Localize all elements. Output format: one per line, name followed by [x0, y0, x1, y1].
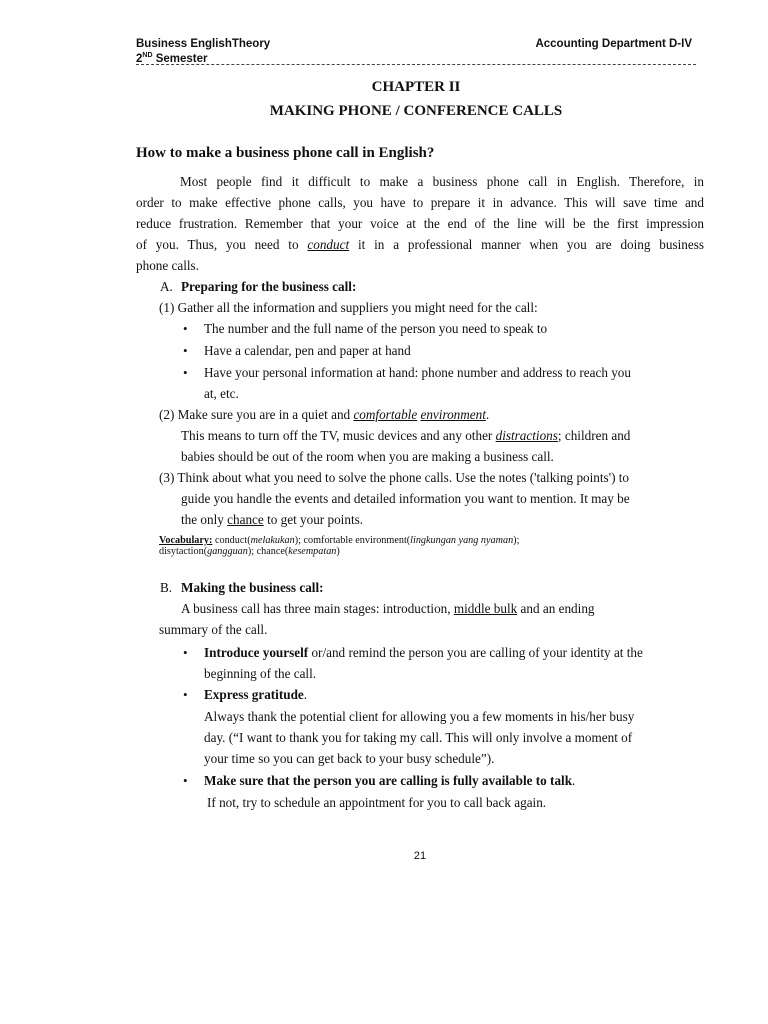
semester-superscript: ND: [142, 52, 153, 59]
page-number: 21: [413, 850, 427, 862]
underlined-word: comfortable: [353, 407, 418, 422]
item-text: .: [485, 407, 490, 422]
section-b-letter: B.: [160, 580, 173, 595]
section-a-item-3-line-2: guide you handle the events and detailed information you want to mention. It may be: [181, 491, 630, 506]
semester-number: 2: [136, 52, 143, 65]
vocab-text: conduct(: [212, 535, 251, 546]
intro-text: of you. Thus, you need to: [136, 237, 308, 252]
vocab-text: ); chance(: [247, 546, 289, 557]
section-b-bullet-2-line-4: your time so you can get back to your busy schedule”).: [204, 751, 495, 766]
vocab-translation: gangguan: [207, 546, 248, 557]
bullet-item-2: Have a calendar, pen and paper at hand: [204, 343, 411, 358]
header-divider: [136, 64, 696, 65]
bullet-icon: •: [183, 645, 188, 660]
vocab-text: ); comfortable environment(: [294, 535, 411, 546]
vocabulary-line-2: [159, 546, 340, 557]
section-b-bullet-2-line-3: day. (“I want to thank you for taking my call. This will only involve a moment of: [204, 730, 633, 745]
vocab-text: ): [336, 546, 340, 557]
section-b-bullet-3: [204, 773, 575, 789]
bold-phrase: Introduce yourself: [204, 645, 309, 660]
section-heading: How to make a business phone call in English?: [136, 145, 435, 161]
header-left-title: Business EnglishTheory: [136, 38, 271, 50]
intro-line-5: phone calls.: [136, 258, 199, 273]
bullet-icon: •: [183, 343, 188, 358]
vocab-translation: lingkungan yang nyaman: [410, 535, 514, 546]
intro-line-4: [136, 237, 704, 253]
bullet-item-3-continued: at, etc.: [204, 386, 239, 401]
header-semester: [136, 52, 208, 65]
section-b-bullet-2: [204, 687, 307, 703]
section-b-title: Making the business call:: [181, 580, 324, 595]
bullet-text: .: [303, 687, 308, 702]
section-a-item-2-line-2: [181, 428, 630, 444]
intro-line-3: reduce frustration. Remember that your voice at the end of the line will be the first impression: [136, 216, 704, 231]
section-b-bullet-2-line-2: Always thank the potential client for allowing you a few moments in his/her busy: [204, 709, 635, 724]
bullet-item-1: The number and the full name of the person you need to speak to: [204, 321, 548, 336]
vocab-text: );: [513, 535, 520, 546]
intro-line-1: Most people find it difficult to make a business phone call in English. Therefore, in: [180, 174, 704, 189]
section-a-item-3-line-3: [181, 512, 363, 528]
bold-phrase: Make sure that the person you are calling is fully available to talk: [204, 773, 573, 788]
vocab-translation: melakukan: [250, 535, 295, 546]
section-b-intro: [181, 601, 595, 617]
item-text: to get your points.: [263, 512, 364, 527]
section-b-bullet-1-line-2: beginning of the call.: [204, 666, 317, 681]
vocab-text: disytaction(: [159, 546, 208, 557]
bullet-item-3: Have your personal information at hand: phone number and address to reach you: [204, 365, 631, 380]
underlined-word: environment: [420, 407, 486, 422]
intro-underlined-word: conduct: [307, 237, 350, 252]
bullet-icon: •: [183, 773, 188, 788]
underlined-word: distractions: [495, 428, 558, 443]
section-a-item-2-line-3: babies should be out of the room when you are making a business call.: [181, 449, 554, 464]
underlined-word: chance: [227, 512, 264, 527]
chapter-label: CHAPTER II: [371, 79, 461, 95]
section-a-item-1: (1) Gather all the information and suppliers you might need for the call:: [159, 300, 538, 315]
bullet-icon: •: [183, 365, 188, 380]
bullet-icon: •: [183, 687, 188, 702]
item-text: This means to turn off the TV, music devices and any other: [181, 428, 496, 443]
chapter-title: MAKING PHONE / CONFERENCE CALLS: [269, 103, 563, 119]
vocab-translation: kesempatan: [288, 546, 337, 557]
vocabulary-label: Vocabulary:: [159, 535, 213, 546]
intro-text: it in a professional manner when you are doing business: [349, 237, 704, 252]
intro-line-2: order to make effective phone calls, you have to prepare it in advance. This will save time and: [136, 195, 704, 210]
vocabulary-line-1: [159, 535, 519, 546]
item-text: ; children and: [557, 428, 631, 443]
section-b-bullet-3-line-2: If not, try to schedule an appointment for you to call back again.: [207, 795, 547, 810]
section-a-item-2: [159, 407, 489, 423]
underlined-word: middle bulk: [453, 601, 518, 616]
section-b-intro-line-2: summary of the call.: [159, 622, 268, 637]
item-text: the only: [181, 512, 228, 527]
bullet-text: or/and remind the person you are calling of your identity at the: [308, 645, 643, 660]
item-text: (2) Make sure you are in a quiet and: [159, 407, 354, 422]
section-a-title: Preparing for the business call:: [181, 279, 357, 294]
section-a-item-3: (3) Think about what you need to solve the phone calls. Use the notes ('talking points') to: [159, 470, 630, 485]
section-b-bullet-1: [204, 645, 643, 661]
bold-phrase: Express gratitude: [204, 687, 304, 702]
bullet-text: .: [572, 773, 576, 788]
header-right-title: Accounting Department D-IV: [535, 38, 692, 50]
section-a-letter: A.: [160, 279, 173, 294]
bullet-icon: •: [183, 321, 188, 336]
semester-word: Semester: [152, 52, 208, 65]
intro-text: and an ending: [517, 601, 595, 616]
intro-text: A business call has three main stages: introduction,: [181, 601, 454, 616]
